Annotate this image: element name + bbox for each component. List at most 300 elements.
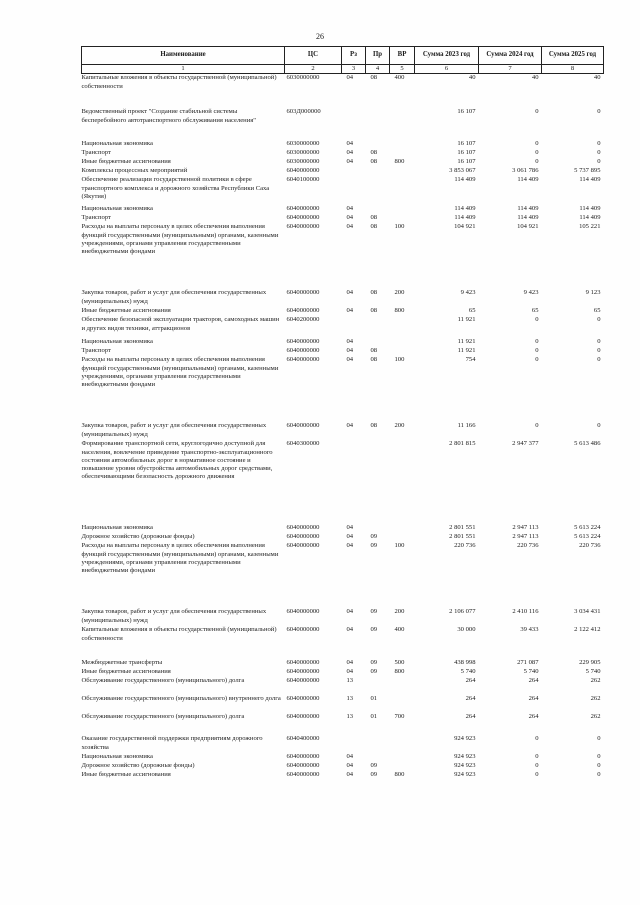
row-sum-2023: 754 xyxy=(465,356,476,364)
row-vr: 400 xyxy=(394,626,405,634)
row-rz xyxy=(342,167,366,176)
row-rz: 04 xyxy=(346,140,354,148)
column-index-row xyxy=(82,65,604,74)
row-name: Капитальные вложения в объекты государственной (муниципальной) собственности xyxy=(81,74,277,90)
row-cs: 6040000000 xyxy=(286,422,320,430)
row-vr xyxy=(390,334,415,347)
row-sum-2025: 65 xyxy=(593,307,601,315)
row-pr xyxy=(366,316,390,334)
column-index: 2 xyxy=(285,65,342,74)
row-cs: 6040000000 xyxy=(286,753,320,761)
row-name: Расходы на выплаты персоналу в целях обеспечения выполнения функций государственными (муниципальными) органами, казенными учреждениями, органами управления государственными внебюджетными фондами xyxy=(81,223,279,256)
row-sum-2023: 11 921 xyxy=(457,338,476,346)
row-sum-2024: 2 947 113 xyxy=(512,524,539,532)
row-cs: 6040000000 xyxy=(286,626,320,634)
row-sum-2025: 0 xyxy=(597,108,601,116)
row-name: Национальная экономика xyxy=(81,205,153,213)
row-sum-2023: 438 998 xyxy=(454,659,476,667)
row-sum-2024: 3 061 786 xyxy=(512,167,539,175)
row-rz: 04 xyxy=(346,74,354,82)
row-rz: 04 xyxy=(346,289,354,297)
row-vr: 800 xyxy=(394,158,405,166)
row-vr: 800 xyxy=(394,668,405,676)
row-rz: 04 xyxy=(346,338,354,346)
row-cs: 6040000000 xyxy=(286,695,320,703)
column-header-sum-2024: Сумма 2024 год xyxy=(479,47,542,65)
column-header-pr: Пр xyxy=(366,47,390,65)
row-sum-2025: 5 613 486 xyxy=(574,440,601,448)
row-sum-2023: 924 923 xyxy=(454,762,476,770)
row-rz: 04 xyxy=(346,356,354,364)
table-row xyxy=(82,202,604,214)
row-name: Оказание государственной поддержки предприятиям дорожного хозяйства xyxy=(81,735,263,751)
row-cs: 603Д000000 xyxy=(286,108,321,116)
column-header-name: Наименование xyxy=(82,47,285,65)
table-row xyxy=(82,644,604,668)
row-sum-2025: 5 613 224 xyxy=(574,533,601,541)
row-cs: 6040000000 xyxy=(286,608,320,616)
row-vr: 100 xyxy=(394,223,405,231)
row-vr xyxy=(390,316,415,334)
row-name: Закупка товаров, работ и услуг для обеспечения государственных (муниципальных) нужд xyxy=(81,289,267,305)
row-sum-2023: 104 921 xyxy=(454,223,476,231)
table-row xyxy=(82,440,604,507)
row-name: Ведомственный проект "Создание стабильной системы бесперебойного автотранспортного обслуживания населения" xyxy=(81,108,256,124)
row-cs: 6040000000 xyxy=(286,167,320,175)
row-name: Межбюджетные трансферты xyxy=(81,659,163,667)
row-sum-2024: 0 xyxy=(535,347,539,355)
row-sum-2025: 5 740 xyxy=(585,668,601,676)
table-row xyxy=(82,214,604,223)
row-sum-2024: 0 xyxy=(535,762,539,770)
row-cs: 6040000000 xyxy=(286,347,320,355)
row-cs: 6040000000 xyxy=(286,356,320,364)
row-rz: 04 xyxy=(346,659,354,667)
row-cs: 6040000000 xyxy=(286,668,320,676)
row-sum-2025: 0 xyxy=(597,338,601,346)
row-rz: 04 xyxy=(346,533,354,541)
row-sum-2024: 9 423 xyxy=(523,289,539,297)
table-row xyxy=(82,668,604,677)
row-name: Иные бюджетные ассигнования xyxy=(81,668,171,676)
row-name: Национальная экономика xyxy=(81,524,153,532)
row-vr xyxy=(390,762,415,771)
row-sum-2024: 0 xyxy=(535,735,539,743)
row-rz: 13 xyxy=(346,713,354,721)
row-pr: 09 xyxy=(370,668,378,676)
row-name: Комплексы процессных мероприятий xyxy=(81,167,188,175)
row-name: Обслуживание государственного (муниципального) долга xyxy=(81,713,245,721)
table-row xyxy=(82,176,604,202)
row-vr xyxy=(390,202,415,214)
table-row xyxy=(82,158,604,167)
column-index: 1 xyxy=(82,65,285,74)
row-rz xyxy=(342,440,366,507)
row-sum-2024: 104 921 xyxy=(517,223,539,231)
table-row xyxy=(82,307,604,316)
row-sum-2025: 0 xyxy=(597,735,601,743)
row-rz: 04 xyxy=(346,149,354,157)
table-row xyxy=(82,533,604,542)
row-name: Национальная экономика xyxy=(81,140,153,148)
row-sum-2023: 114 409 xyxy=(454,214,476,222)
row-sum-2024: 0 xyxy=(535,753,539,761)
column-header-sum-2025: Сумма 2025 год xyxy=(542,47,604,65)
row-vr: 200 xyxy=(394,608,405,616)
row-sum-2023: 16 107 xyxy=(457,158,476,166)
row-vr: 700 xyxy=(394,713,405,721)
row-rz: 04 xyxy=(346,205,354,213)
row-vr xyxy=(390,533,415,542)
row-cs: 6040400000 xyxy=(286,735,320,743)
row-pr: 08 xyxy=(370,149,378,157)
row-sum-2023: 264 xyxy=(465,713,476,721)
row-sum-2024: 0 xyxy=(535,149,539,157)
row-vr: 200 xyxy=(394,422,405,430)
row-name: Обслуживание государственного (муниципального) долга xyxy=(81,677,245,685)
row-pr: 09 xyxy=(370,762,378,770)
row-vr xyxy=(390,677,415,695)
row-cs: 6030000000 xyxy=(286,140,320,148)
row-cs: 6040100000 xyxy=(286,176,320,184)
row-rz xyxy=(342,91,366,134)
row-sum-2023: 264 xyxy=(465,677,476,685)
row-sum-2024: 0 xyxy=(535,140,539,148)
row-sum-2024: 264 xyxy=(528,713,539,721)
row-sum-2023: 5 740 xyxy=(460,668,476,676)
row-vr xyxy=(390,440,415,507)
table-row xyxy=(82,134,604,149)
row-cs: 6040000000 xyxy=(286,205,320,213)
row-pr xyxy=(366,731,390,753)
row-pr: 08 xyxy=(370,356,378,364)
row-name: Закупка товаров, работ и услуг для обеспечения государственных (муниципальных) нужд xyxy=(81,422,267,438)
table-row xyxy=(82,407,604,440)
row-pr: 08 xyxy=(370,214,378,222)
row-cs: 6040000000 xyxy=(286,771,320,779)
row-vr: 400 xyxy=(394,74,405,82)
row-sum-2024: 264 xyxy=(528,677,539,685)
row-pr xyxy=(366,167,390,176)
row-pr: 09 xyxy=(370,659,378,667)
row-sum-2024: 0 xyxy=(535,108,539,116)
row-name: Дорожное хозяйство (дорожные фонды) xyxy=(81,533,195,541)
row-sum-2025: 9 123 xyxy=(585,289,601,297)
row-sum-2023: 16 107 xyxy=(457,140,476,148)
row-sum-2024: 2 947 377 xyxy=(512,440,539,448)
table-row xyxy=(82,223,604,274)
row-sum-2023: 924 923 xyxy=(454,771,476,779)
row-cs: 6040300000 xyxy=(286,440,320,448)
row-vr xyxy=(390,91,415,134)
row-sum-2024: 264 xyxy=(528,695,539,703)
row-sum-2025: 0 xyxy=(597,149,601,157)
row-sum-2025: 0 xyxy=(597,316,601,324)
row-rz: 04 xyxy=(346,214,354,222)
row-sum-2025: 105 221 xyxy=(579,223,601,231)
column-header-sum-2023: Сумма 2023 год xyxy=(415,47,479,65)
table-row xyxy=(82,771,604,780)
row-vr: 100 xyxy=(394,356,405,364)
row-sum-2025: 5 737 895 xyxy=(574,167,601,175)
row-sum-2024: 40 xyxy=(531,74,539,82)
row-sum-2023: 40 xyxy=(468,74,476,82)
row-rz: 04 xyxy=(346,307,354,315)
row-sum-2024: 0 xyxy=(535,338,539,346)
row-cs: 6040200000 xyxy=(286,316,320,324)
row-pr: 09 xyxy=(370,608,378,616)
row-rz: 04 xyxy=(346,608,354,616)
row-pr xyxy=(366,753,390,762)
row-sum-2024: 0 xyxy=(535,771,539,779)
row-name: Дорожное хозяйство (дорожные фонды) xyxy=(81,762,195,770)
table-row xyxy=(82,762,604,771)
column-header-cs: ЦС xyxy=(285,47,342,65)
row-vr: 800 xyxy=(394,307,405,315)
row-sum-2024: 0 xyxy=(535,316,539,324)
row-name: Иные бюджетные ассигнования xyxy=(81,158,171,166)
row-sum-2023: 924 923 xyxy=(454,735,476,743)
row-pr xyxy=(366,202,390,214)
row-name: Национальная экономика xyxy=(81,338,153,346)
row-cs: 6030000000 xyxy=(286,158,320,166)
column-index: 4 xyxy=(366,65,390,74)
row-name: Обеспечение безопасной эксплуатации тракторов, самоходных машин и других видов техники, аттракционов xyxy=(81,316,280,332)
table-row xyxy=(82,695,604,713)
column-header-rz: Рз xyxy=(342,47,366,65)
row-pr: 08 xyxy=(370,74,378,82)
table-header-row xyxy=(82,47,604,65)
row-sum-2023: 65 xyxy=(468,307,476,315)
row-sum-2023: 264 xyxy=(465,695,476,703)
column-index: 7 xyxy=(479,65,542,74)
row-pr: 08 xyxy=(370,347,378,355)
row-name: Транспорт xyxy=(81,149,111,157)
table-row xyxy=(82,677,604,695)
row-name: Транспорт xyxy=(81,347,111,355)
table-body xyxy=(82,74,604,781)
row-sum-2025: 220 736 xyxy=(579,542,601,550)
row-sum-2025: 0 xyxy=(597,356,601,364)
row-pr xyxy=(366,176,390,202)
table-row xyxy=(82,91,604,134)
row-vr xyxy=(390,167,415,176)
row-rz: 04 xyxy=(346,422,354,430)
row-sum-2023: 16 107 xyxy=(457,149,476,157)
row-sum-2024: 271 087 xyxy=(517,659,539,667)
row-vr: 800 xyxy=(394,771,405,779)
row-name: Капитальные вложения в объекты государственной (муниципальной) собственности xyxy=(81,626,277,642)
row-sum-2024: 0 xyxy=(535,422,539,430)
column-index: 6 xyxy=(415,65,479,74)
table-row xyxy=(82,334,604,347)
row-vr xyxy=(390,149,415,158)
row-rz: 04 xyxy=(346,524,354,532)
budget-table xyxy=(81,46,604,780)
row-rz: 13 xyxy=(346,695,354,703)
row-sum-2025: 262 xyxy=(590,713,601,721)
row-sum-2025: 2 122 412 xyxy=(574,626,601,634)
row-vr: 500 xyxy=(394,659,405,667)
row-pr xyxy=(366,440,390,507)
row-sum-2023: 2 106 077 xyxy=(449,608,476,616)
table-row xyxy=(82,149,604,158)
row-cs: 6040000000 xyxy=(286,524,320,532)
row-sum-2025: 0 xyxy=(597,140,601,148)
row-pr: 01 xyxy=(370,713,378,721)
row-sum-2025: 0 xyxy=(597,753,601,761)
row-cs: 6040000000 xyxy=(286,214,320,222)
row-pr: 09 xyxy=(370,626,378,634)
table-row xyxy=(82,356,604,407)
row-sum-2024: 114 409 xyxy=(517,205,539,213)
row-cs: 6040000000 xyxy=(286,307,320,315)
row-sum-2025: 0 xyxy=(597,347,601,355)
table-row xyxy=(82,593,604,626)
row-sum-2023: 11 921 xyxy=(457,347,476,355)
row-sum-2023: 114 409 xyxy=(454,176,476,184)
row-name: Расходы на выплаты персоналу в целях обеспечения выполнения функций государственными (муниципальными) органами, казенными учреждениями, органами управления государственными внебюджетными фондами xyxy=(81,356,279,389)
row-sum-2023: 9 423 xyxy=(460,289,476,297)
row-sum-2023: 2 801 815 xyxy=(449,440,476,448)
row-pr xyxy=(366,91,390,134)
table-row xyxy=(82,731,604,753)
table-row xyxy=(82,347,604,356)
row-vr: 100 xyxy=(394,542,405,550)
row-sum-2025: 262 xyxy=(590,677,601,685)
row-cs: 6040000000 xyxy=(286,338,320,346)
row-sum-2025: 0 xyxy=(597,158,601,166)
row-rz: 04 xyxy=(346,762,354,770)
page-number: 26 xyxy=(316,32,324,41)
row-sum-2023: 30 000 xyxy=(457,626,476,634)
row-cs: 6040000000 xyxy=(286,659,320,667)
row-sum-2023: 220 736 xyxy=(454,542,476,550)
row-name: Иные бюджетные ассигнования xyxy=(81,307,171,315)
row-rz: 04 xyxy=(346,771,354,779)
table-row xyxy=(82,316,604,334)
row-pr: 09 xyxy=(370,542,378,550)
row-rz: 04 xyxy=(346,158,354,166)
column-index: 5 xyxy=(390,65,415,74)
row-cs: 6040000000 xyxy=(286,677,320,685)
row-rz xyxy=(342,731,366,753)
column-index: 8 xyxy=(542,65,604,74)
row-name: Иные бюджетные ассигнования xyxy=(81,771,171,779)
row-sum-2024: 0 xyxy=(535,158,539,166)
row-rz: 04 xyxy=(346,626,354,634)
row-sum-2023: 2 801 551 xyxy=(449,524,476,532)
row-vr xyxy=(390,347,415,356)
row-sum-2025: 229 905 xyxy=(579,659,601,667)
row-pr: 08 xyxy=(370,158,378,166)
row-cs: 6040000000 xyxy=(286,762,320,770)
row-rz: 13 xyxy=(346,677,354,685)
table-row xyxy=(82,542,604,593)
row-vr: 200 xyxy=(394,289,405,297)
table-row xyxy=(82,626,604,644)
row-name: Национальная экономика xyxy=(81,753,153,761)
row-rz: 04 xyxy=(346,668,354,676)
row-sum-2024: 39 433 xyxy=(520,626,539,634)
row-sum-2024: 2 410 116 xyxy=(512,608,539,616)
row-sum-2025: 3 034 431 xyxy=(574,608,601,616)
row-pr: 01 xyxy=(370,695,378,703)
row-pr: 09 xyxy=(370,533,378,541)
row-sum-2025: 114 409 xyxy=(579,176,601,184)
column-index: 3 xyxy=(342,65,366,74)
row-rz xyxy=(342,176,366,202)
row-sum-2023: 2 801 551 xyxy=(449,533,476,541)
row-sum-2023: 16 107 xyxy=(457,108,476,116)
table-row xyxy=(82,713,604,731)
row-name: Расходы на выплаты персоналу в целях обеспечения выполнения функций государственными (муниципальными) органами, казенными учреждениями, органами управления государственными внебюджетными фондами xyxy=(81,542,279,575)
row-sum-2024: 0 xyxy=(535,356,539,364)
row-sum-2023: 924 923 xyxy=(454,753,476,761)
row-pr: 08 xyxy=(370,307,378,315)
row-name: Закупка товаров, работ и услуг для обеспечения государственных (муниципальных) нужд xyxy=(81,608,267,624)
row-name: Формирование транспортной сети, круглогодично доступной для населения, вовлечение приведение транспортно-эксплуатационного состояния автомобильных дорог в нормативное состояние и повышение уровня обустройства автомобильных дорог средствами, обеспечивающими безопасность дорожного движения xyxy=(81,440,273,481)
row-vr xyxy=(390,753,415,762)
row-pr xyxy=(366,677,390,695)
table-row xyxy=(82,507,604,533)
row-sum-2025: 0 xyxy=(597,762,601,770)
row-rz: 04 xyxy=(346,753,354,761)
table-row xyxy=(82,167,604,176)
row-pr xyxy=(366,134,390,149)
row-rz xyxy=(342,316,366,334)
row-sum-2025: 114 409 xyxy=(579,205,601,213)
row-cs: 6040000000 xyxy=(286,289,320,297)
row-pr xyxy=(366,334,390,347)
table-row xyxy=(82,274,604,307)
row-vr xyxy=(390,507,415,533)
row-sum-2024: 2 947 113 xyxy=(512,533,539,541)
row-vr xyxy=(390,731,415,753)
row-vr xyxy=(390,695,415,713)
column-header-vr: ВР xyxy=(390,47,415,65)
row-pr xyxy=(366,507,390,533)
row-name: Обеспечение реализации государственной политики в сфере транспортного комплекса и дорожного хозяйства Республики Саха (Якутия) xyxy=(81,176,270,200)
row-sum-2025: 40 xyxy=(593,74,601,82)
row-name: Обслуживание государственного (муниципального) внутреннего долга xyxy=(81,695,281,703)
row-sum-2024: 114 409 xyxy=(517,176,539,184)
row-rz: 04 xyxy=(346,347,354,355)
row-sum-2023: 11 921 xyxy=(457,316,476,324)
row-cs: 6040000000 xyxy=(286,542,320,550)
row-name: Транспорт xyxy=(81,214,111,222)
row-sum-2025: 114 409 xyxy=(579,214,601,222)
row-sum-2024: 65 xyxy=(531,307,539,315)
row-sum-2025: 0 xyxy=(597,771,601,779)
row-pr: 09 xyxy=(370,771,378,779)
row-cs: 6040000000 xyxy=(286,713,320,721)
row-pr: 08 xyxy=(370,422,378,430)
row-sum-2025: 0 xyxy=(597,422,601,430)
row-vr xyxy=(390,134,415,149)
row-sum-2024: 5 740 xyxy=(523,668,539,676)
row-vr xyxy=(390,214,415,223)
row-sum-2025: 5 613 224 xyxy=(574,524,601,532)
row-pr: 08 xyxy=(370,223,378,231)
row-vr xyxy=(390,176,415,202)
row-cs: 6030000000 xyxy=(286,74,320,82)
row-rz: 04 xyxy=(346,542,354,550)
row-cs: 6040000000 xyxy=(286,223,320,231)
row-sum-2024: 114 409 xyxy=(517,214,539,222)
row-sum-2024: 220 736 xyxy=(517,542,539,550)
row-sum-2023: 11 166 xyxy=(457,422,476,430)
